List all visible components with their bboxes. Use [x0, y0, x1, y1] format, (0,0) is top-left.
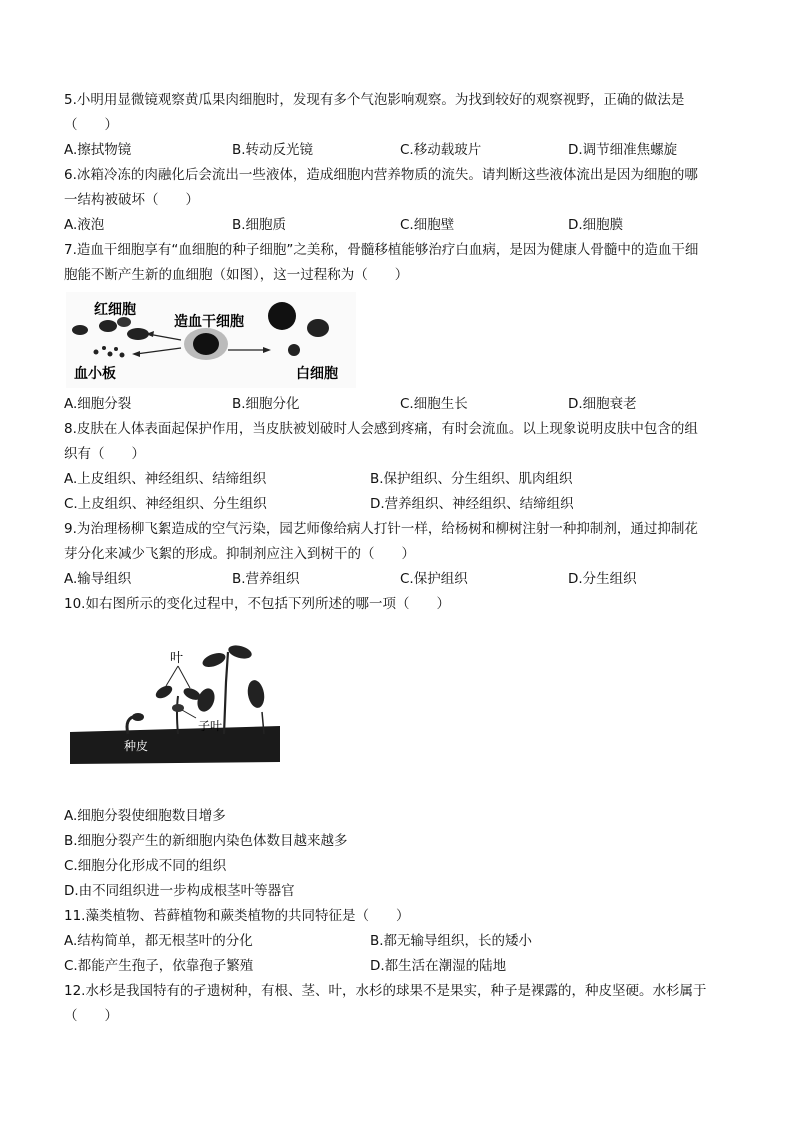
q5-stem-line2: （ ） — [64, 117, 118, 133]
red-cell-icon — [127, 328, 149, 340]
q10-option-c: C.细胞分化形成不同的组织 — [64, 858, 227, 874]
q7-option-d: D.细胞衰老 — [568, 396, 637, 412]
q7-option-a: A.细胞分裂 — [64, 396, 132, 412]
q6-option-d: D.细胞膜 — [568, 217, 624, 233]
q11-option-b: B.都无输导组织，长的矮小 — [370, 933, 533, 949]
label-red-cell: 红细胞 — [94, 302, 136, 318]
white-cell-icon — [307, 319, 329, 337]
q6-option-c: C.细胞壁 — [400, 217, 455, 233]
red-cell-icon — [117, 317, 131, 327]
platelet-icon — [108, 352, 113, 357]
q11-option-a: A.结构简单，都无根茎叶的分化 — [64, 933, 253, 949]
q5-option-c: C.移动载玻片 — [400, 142, 482, 158]
q12-stem-line1: 12.水杉是我国特有的孑遗树种，有根、茎、叶，水杉的球果不是果实，种子是裸露的，种皮坚硬。水杉属于 — [64, 983, 707, 999]
q7-stem-line2: 胞能不断产生新的血细胞（如图），这一过程称为（ ） — [64, 267, 409, 283]
red-cell-icon — [72, 325, 88, 335]
white-cell-icon — [268, 302, 296, 330]
q8-option-b: B.保护组织、分生组织、肌肉组织 — [370, 471, 573, 487]
q11-option-d: D.都生活在潮湿的陆地 — [370, 958, 507, 974]
q7-option-c: C.细胞生长 — [400, 396, 468, 412]
label-cotyledon: 子叶 — [198, 719, 223, 733]
q10-option-a: A.细胞分裂使细胞数目增多 — [64, 808, 226, 824]
q8-stem-line2: 织有（ ） — [64, 446, 145, 462]
label-leaf: 叶 — [170, 651, 184, 666]
platelet-icon — [102, 346, 106, 350]
q5-option-a: A.擦拭物镜 — [64, 142, 132, 158]
q8-option-c: C.上皮组织、神经组织、分生组织 — [64, 496, 267, 512]
blood-cell-figure — [66, 292, 356, 388]
seedling-figure — [66, 622, 284, 792]
platelet-icon — [120, 353, 125, 358]
q12-stem-line2: （ ） — [64, 1008, 118, 1024]
q7-stem-line1: 7.造血干细胞享有“血细胞的种子细胞”之美称，骨髓移植能够治疗白血病，是因为健康人骨髓中的造血干细 — [64, 242, 699, 258]
q6-option-b: B.细胞质 — [232, 217, 287, 233]
q9-option-a: A.输导组织 — [64, 571, 132, 587]
soil-band — [70, 726, 280, 764]
q10-stem-line1: 10.如右图所示的变化过程中，不包括下列所述的哪一项（ ） — [64, 596, 450, 612]
q11-stem-line1: 11.藻类植物、苔藓植物和蕨类植物的共同特征是（ ） — [64, 908, 410, 924]
q10-option-d: D.由不同组织进一步构成根茎叶等器官 — [64, 883, 295, 899]
q11-option-c: C.都能产生孢子，依靠孢子繁殖 — [64, 958, 254, 974]
q8-option-a: A.上皮组织、神经组织、结缔组织 — [64, 471, 267, 487]
white-cell-icon — [288, 344, 300, 356]
label-platelet: 血小板 — [74, 366, 116, 382]
q6-stem-line1: 6.冰箱冷冻的肉融化后会流出一些液体，造成细胞内营养物质的流失。请判断这些液体流出是因为细胞的哪 — [64, 167, 698, 183]
label-white-cell: 白细胞 — [296, 366, 338, 382]
q5-stem-line1: 5.小明用显微镜观察黄瓜果肉细胞时，发现有多个气泡影响观察。为找到较好的观察视野，正确的做法是 — [64, 92, 685, 108]
q9-stem-line1: 9.为治理杨柳飞絮造成的空气污染，园艺师像给病人打针一样，给杨树和柳树注射一种抑制剂，通过抑制花 — [64, 521, 698, 537]
q9-option-d: D.分生组织 — [568, 571, 637, 587]
platelet-icon — [94, 350, 99, 355]
platelet-icon — [114, 347, 118, 351]
q6-stem-line2: 一结构被破坏（ ） — [64, 192, 199, 208]
q6-option-a: A.液泡 — [64, 217, 105, 233]
red-cell-icon — [99, 320, 117, 332]
label-stem-cell: 造血干细胞 — [174, 314, 244, 330]
q9-option-c: C.保护组织 — [400, 571, 468, 587]
q5-option-d: D.调节细准焦螺旋 — [568, 142, 678, 158]
q10-option-b: B.细胞分裂产生的新细胞内染色体数目越来越多 — [64, 833, 348, 849]
q9-option-b: B.营养组织 — [232, 571, 300, 587]
q5-option-b: B.转动反光镜 — [232, 142, 314, 158]
label-seed-coat: 种皮 — [124, 739, 149, 753]
q9-stem-line2: 芽分化来减少飞絮的形成。抑制剂应注入到树干的（ ） — [64, 546, 415, 562]
q8-option-d: D.营养组织、神经组织、结缔组织 — [370, 496, 574, 512]
q7-option-b: B.细胞分化 — [232, 396, 300, 412]
q8-stem-line1: 8.皮肤在人体表面起保护作用，当皮肤被划破时人会感到疼痛，有时会流血。以上现象说明皮肤中包含的组 — [64, 421, 698, 437]
